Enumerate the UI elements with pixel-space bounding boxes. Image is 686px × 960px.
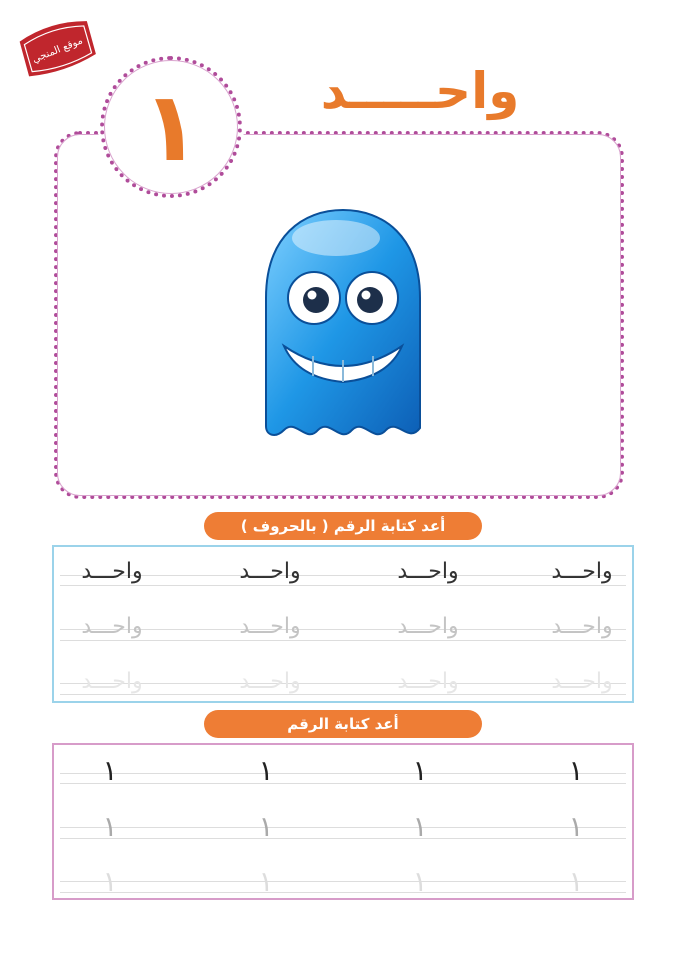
word-trace-item[interactable]: واحـــد <box>397 613 459 639</box>
digit-trace-item[interactable]: ١ <box>258 864 274 898</box>
word-trace-item[interactable]: واحـــد <box>81 668 143 694</box>
site-logo <box>16 20 98 78</box>
word-trace-item[interactable]: واحـــد <box>239 558 301 584</box>
digit-trace-item[interactable]: ١ <box>102 864 118 898</box>
digit-trace-item[interactable]: ١ <box>412 864 428 898</box>
word-trace-item[interactable]: واحـــد <box>551 558 613 584</box>
digit-trace-item[interactable]: ١ <box>412 809 428 843</box>
blue-ghost-monster-icon <box>258 206 428 442</box>
word-trace-item[interactable]: واحـــد <box>239 668 301 694</box>
logo-text: موقع المنجي <box>30 35 85 66</box>
digit-trace-item[interactable]: ١ <box>258 753 274 787</box>
digit-trace-item[interactable]: ١ <box>412 753 428 787</box>
word-trace-item[interactable]: واحـــد <box>239 613 301 639</box>
word-trace-item[interactable]: واحـــد <box>81 558 143 584</box>
number-word-title: واحـــــد <box>320 62 520 120</box>
big-digit: ١ <box>141 71 201 183</box>
digit-trace-item[interactable]: ١ <box>568 809 584 843</box>
digit-trace-item[interactable]: ١ <box>102 809 118 843</box>
digit-trace-item[interactable]: ١ <box>568 864 584 898</box>
digits-section-banner: أعد كتابة الرقم <box>204 710 482 738</box>
word-trace-item[interactable]: واحـــد <box>397 668 459 694</box>
word-trace-item[interactable]: واحـــد <box>81 613 143 639</box>
word-trace-item[interactable]: واحـــد <box>397 558 459 584</box>
word-trace-item[interactable]: واحـــد <box>551 613 613 639</box>
digit-trace-item[interactable]: ١ <box>258 809 274 843</box>
word-trace-item[interactable]: واحـــد <box>551 668 613 694</box>
words-section-banner: أعد كتابة الرقم ( بالحروف ) <box>204 512 482 540</box>
digit-trace-item[interactable]: ١ <box>568 753 584 787</box>
digit-trace-item[interactable]: ١ <box>102 753 118 787</box>
